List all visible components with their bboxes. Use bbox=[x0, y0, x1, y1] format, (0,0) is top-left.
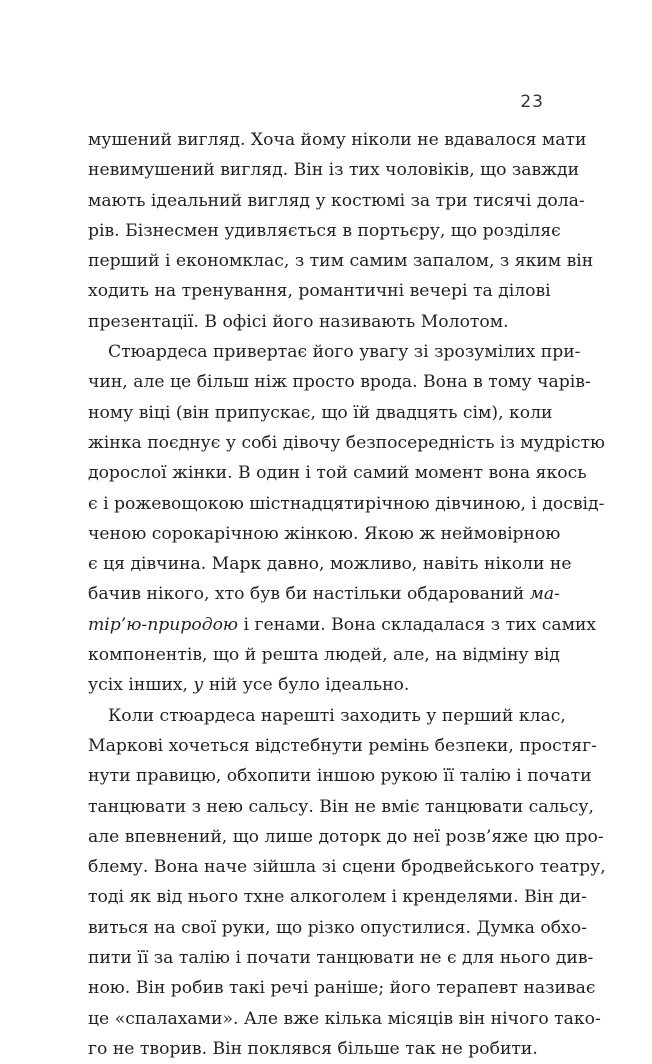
text-segment: блему. Вона наче зійшла зі сцени бродвейського театру, bbox=[88, 857, 606, 878]
text-segment: усіх інших, bbox=[88, 675, 194, 696]
paragraph bbox=[88, 337, 605, 701]
paragraph bbox=[88, 701, 606, 1064]
text-segment: ченою сорокарічною жінкою. Якою ж неймовірною bbox=[88, 523, 561, 544]
text-segment: чин, але це більш ніж просто врода. Вона в тому чарів- bbox=[88, 372, 591, 393]
text-segment: тоді як від нього тхне алкоголем і кренделями. Він ди- bbox=[88, 887, 587, 908]
body-text bbox=[88, 125, 606, 1064]
text-segment: виться на свої руки, що різко опустилися. Думка обхо- bbox=[88, 917, 587, 938]
text-segment: ходить на тренування, романтичні вечері та ділові bbox=[88, 281, 551, 302]
text-segment: Стюардеса привертає його увагу зі зрозумілих при- bbox=[108, 342, 581, 363]
italic-text: тір’ю-природою bbox=[88, 614, 239, 635]
text-segment: мушений вигляд. Хоча йому ніколи не вдавалося мати bbox=[88, 130, 587, 150]
text-line bbox=[88, 792, 594, 822]
text-line bbox=[88, 125, 587, 155]
text-segment: рів. Бізнесмен удивляється в портьєру, що розділяє bbox=[88, 220, 561, 241]
text-segment: але впевнений, що лише доторк до неї розв’яже цю про- bbox=[88, 826, 604, 847]
text-line bbox=[88, 428, 605, 458]
text-segment: нути правицю, обхопити іншою рукою її талію і почати bbox=[88, 766, 592, 787]
text-line bbox=[88, 155, 580, 185]
text-segment: і генами. Вона складалася з тих самих bbox=[238, 614, 597, 635]
text-segment: перший і економклас, з тим самим запалом, з яким він bbox=[88, 251, 594, 272]
text-line bbox=[88, 216, 561, 246]
text-line bbox=[88, 731, 597, 761]
text-line bbox=[88, 1034, 546, 1064]
text-segment: жінка поєднує у собі дівочу безпосередність із мудрістю bbox=[88, 432, 605, 453]
text-line bbox=[88, 852, 606, 882]
text-line bbox=[88, 458, 587, 488]
text-segment: є і рожевощокою шістнадцятирічною дівчиною, і досвід- bbox=[88, 493, 605, 514]
text-line bbox=[88, 579, 560, 609]
text-line bbox=[88, 882, 587, 912]
text-segment: презентації. В офісі його називають Молотом. bbox=[88, 311, 509, 332]
text-segment: Коли стюардеса нарешті заходить у перший клас, bbox=[108, 705, 566, 726]
text-line bbox=[88, 943, 594, 973]
text-line bbox=[88, 549, 572, 579]
text-segment: мають ідеальний вигляд у костюмі за три тисячі дола- bbox=[88, 190, 585, 211]
paragraph bbox=[88, 125, 594, 337]
text-segment: невимушений вигляд. Він із тих чоловіків, що завжди bbox=[88, 160, 580, 181]
page-number: 23 bbox=[520, 92, 544, 112]
text-segment: ному віці (він припускає, що їй двадцять сім), коли bbox=[88, 402, 553, 423]
text-line bbox=[88, 670, 546, 700]
text-segment: ній усе було ідеально. bbox=[203, 675, 410, 696]
text-line bbox=[88, 519, 561, 549]
text-line bbox=[88, 610, 597, 640]
text-segment: пити її за талію і почати танцювати не є для нього див- bbox=[88, 948, 594, 969]
text-segment: ною. Він робив такі речі раніше; його терапевт називає bbox=[88, 978, 596, 999]
text-segment: є ця дівчина. Марк давно, можливо, навіть ніколи не bbox=[88, 554, 572, 575]
text-segment: танцювати з нею сальсу. Він не вміє танцювати сальсу, bbox=[88, 796, 594, 817]
text-segment: бачив нікого, хто був би настільки обдарований bbox=[88, 584, 530, 605]
text-line bbox=[88, 186, 585, 216]
text-line bbox=[88, 822, 604, 852]
text-line bbox=[88, 1004, 601, 1034]
text-line bbox=[88, 276, 551, 306]
text-segment: це «спалахами». Але вже кілька місяців він нічого тако- bbox=[88, 1008, 601, 1029]
text-line bbox=[88, 307, 546, 337]
text-line bbox=[88, 337, 581, 367]
text-line bbox=[88, 489, 605, 519]
text-line bbox=[88, 701, 566, 731]
text-segment: го не творив. Він поклявся більше так не робити. bbox=[88, 1038, 538, 1059]
text-line bbox=[88, 913, 587, 943]
text-line bbox=[88, 398, 553, 428]
text-segment: компонентів, що й решта людей, але, на відміну від bbox=[88, 645, 560, 666]
text-line bbox=[88, 246, 594, 276]
text-line bbox=[88, 761, 592, 791]
text-segment: Маркові хочеться відстебнути ремінь безпеки, простяг- bbox=[88, 735, 597, 756]
text-line bbox=[88, 367, 591, 397]
text-segment: дорослої жінки. В один і той самий момент вона якось bbox=[88, 463, 587, 484]
italic-text: ма- bbox=[529, 584, 560, 605]
text-line bbox=[88, 640, 560, 670]
text-line bbox=[88, 973, 596, 1003]
italic-text: у bbox=[193, 675, 204, 696]
